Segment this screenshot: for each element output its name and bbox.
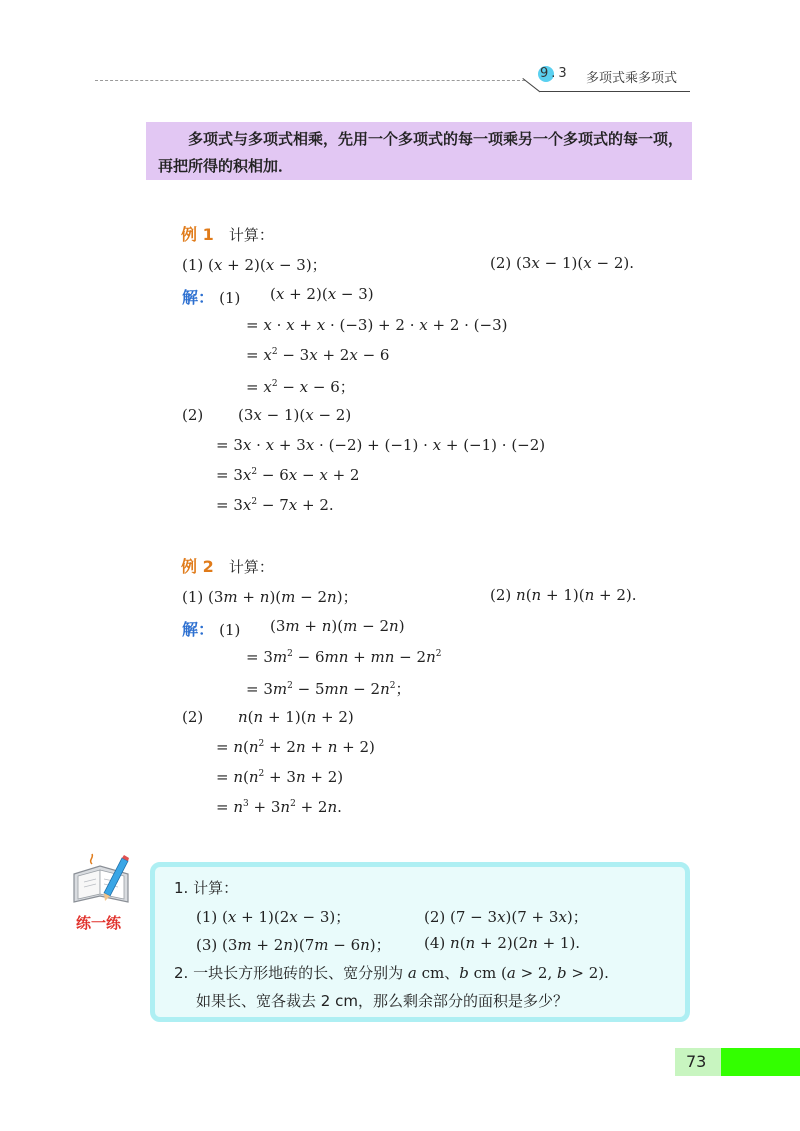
example1-heading bbox=[181, 222, 274, 245]
example1-step: = $x^2 - 3x + 2x - 6$ bbox=[246, 346, 390, 364]
example2-step: = $n(n^2 + 3n + 2)$ bbox=[216, 768, 344, 786]
example2-step: = $n(n^2 + 2n + n + 2)$ bbox=[216, 738, 375, 756]
example2-step: = $3m^2 - 5mn - 2n^2$； bbox=[246, 680, 411, 698]
example1-step: (x + 2)(x − 3) bbox=[270, 285, 374, 303]
example1-label: 例 1 bbox=[181, 225, 214, 244]
practice-item1-heading: 1. 计算： bbox=[174, 879, 239, 897]
example1-problem2: (2) (3x − 1)(x − 2). bbox=[490, 254, 634, 272]
header-underline bbox=[540, 91, 690, 92]
section-title: 多项式乘多项式 bbox=[586, 71, 678, 86]
example2-part2-label: (2) bbox=[182, 708, 204, 726]
example1-step: = $3x^2 - 6x - x + 2$ bbox=[216, 466, 360, 484]
example1-solution-start bbox=[182, 285, 240, 308]
practice-item2-dimensions: a cm、b cm (a > 2, b > 2). bbox=[407, 964, 609, 982]
example1-part1-label: (1) bbox=[219, 289, 241, 307]
example1-step: = $3x^2 - 7x + 2$. bbox=[216, 496, 334, 514]
practice-item2-line1 bbox=[174, 962, 609, 983]
example1-part2-label: (2) bbox=[182, 406, 204, 424]
section-number: 9.3 bbox=[540, 66, 570, 81]
practice-problem: (3) (3m + 2n)(7m − 6n)； bbox=[196, 936, 391, 954]
rule-text: 多项式与多项式相乘，先用一个多项式的每一项乘另一个多项式的每一项，再把所得的积相加． bbox=[158, 130, 684, 175]
example2-step: (3m + n)(m − 2n) bbox=[270, 617, 405, 635]
example1-instruction: 计算： bbox=[228, 226, 274, 244]
example2-solution-start bbox=[182, 617, 240, 640]
practice-item2-text: 2. 一块长方形地砖的长、宽分别为 bbox=[174, 964, 404, 982]
example2-step: = $3m^2 - 6mn$ + mn − $2n^2$ bbox=[246, 648, 442, 666]
example2-label: 例 2 bbox=[181, 557, 214, 576]
example2-instruction: 计算： bbox=[228, 558, 274, 576]
solution-label: 解： bbox=[182, 288, 215, 307]
practice-problem: (2) (7 − 3x)(7 + 3x)； bbox=[424, 908, 588, 926]
practice-problem: (4) n(n + 2)(2n + 1). bbox=[424, 934, 581, 952]
example2-problem1: (1) (3m + n)(m − 2n)； bbox=[182, 588, 358, 606]
example2-heading bbox=[181, 554, 274, 577]
example2-part1-label: (1) bbox=[219, 621, 241, 639]
practice-label: 练一练 bbox=[76, 914, 122, 932]
header-slant-line bbox=[522, 78, 540, 92]
example1-step: = $x^2 - x - 6$； bbox=[246, 378, 355, 396]
example1-step: = x · x + x · (−3) + 2 · x + 2 · (−3) bbox=[246, 316, 508, 334]
example1-step: = 3x · x + 3x · (−2) + (−1) · x + (−1) · (−2) bbox=[216, 436, 546, 454]
book-pencil-icon bbox=[70, 852, 132, 910]
example1-problem1: (1) (x + 2)(x − 3)； bbox=[182, 256, 327, 274]
example2-step: n(n + 1)(n + 2) bbox=[238, 708, 354, 726]
header-dashed-rule bbox=[95, 80, 525, 81]
page-number: 73 bbox=[686, 1052, 707, 1071]
example1-step: (3x − 1)(x − 2) bbox=[238, 406, 352, 424]
practice-problem: (1) (x + 1)(2x − 3)； bbox=[196, 908, 351, 926]
example2-problem2: (2) n(n + 1)(n + 2). bbox=[490, 586, 637, 604]
practice-item2-line2: 如果长、宽各裁去 2 cm，那么剩余部分的面积是多少？ bbox=[196, 992, 568, 1010]
example2-step: = $n^3 + 3n^2 + 2n$. bbox=[216, 798, 342, 816]
solution-label: 解： bbox=[182, 620, 215, 639]
